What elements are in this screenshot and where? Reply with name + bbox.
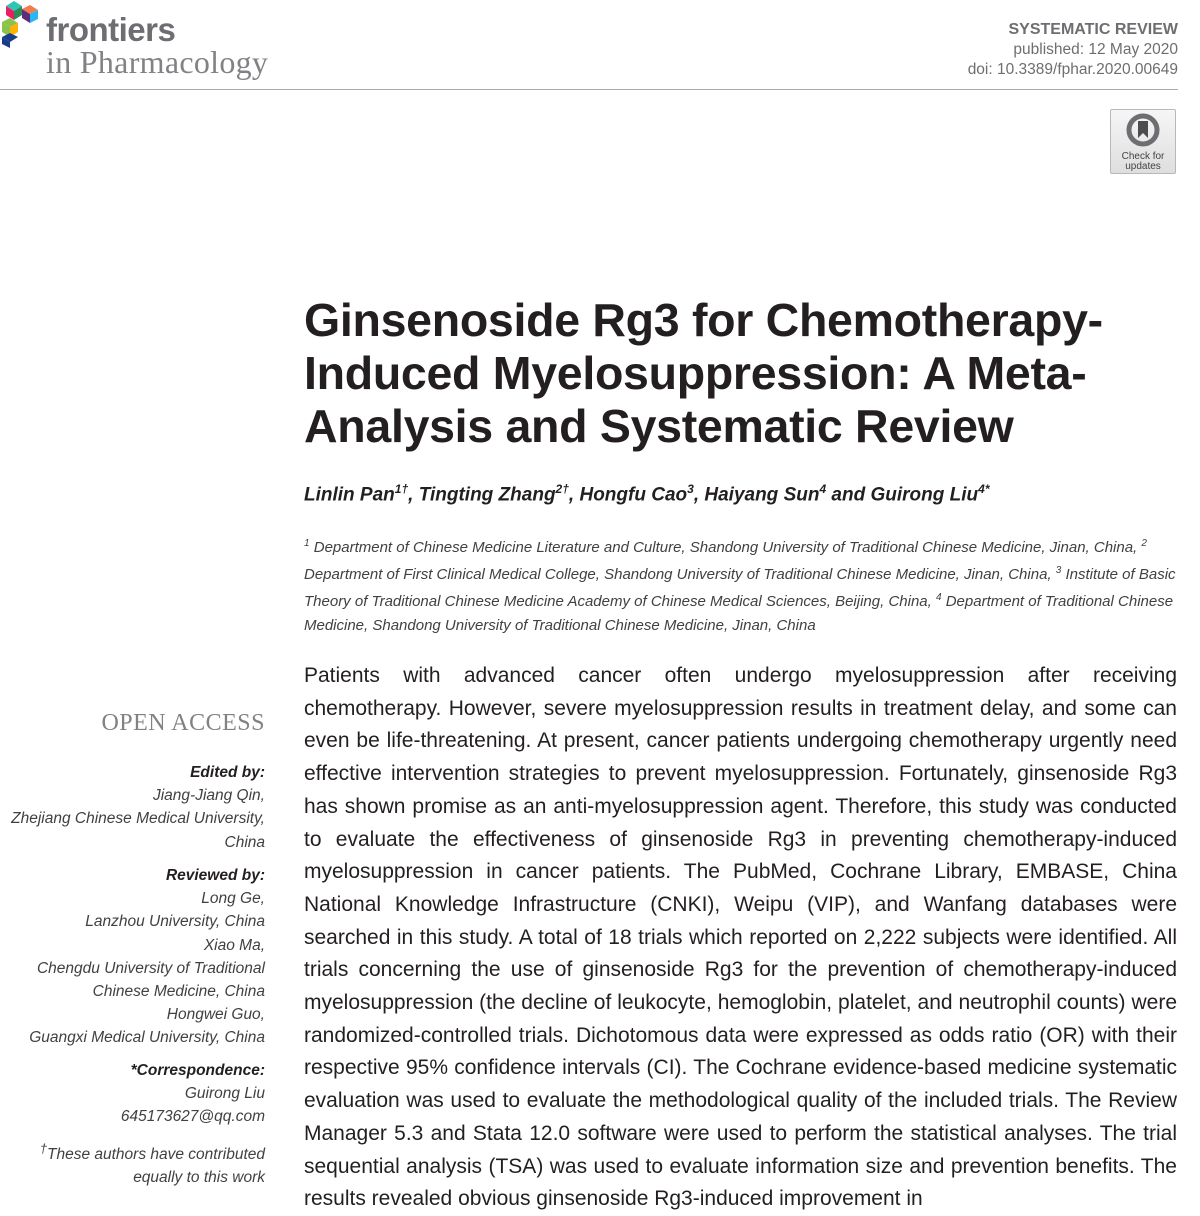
- affil-text: Department of Traditional Chinese Medicine, Shandong University of Traditional Chinese Medicine, Jinan, China: [304, 593, 1174, 634]
- reviewed-by-block: [0, 864, 265, 1050]
- affil-sup: 1: [304, 538, 310, 549]
- correspondence-block: [0, 1059, 265, 1129]
- article-title: Ginsenoside Rg3 for Chemotherapy-Induced Myelosuppression: A Meta-Analysis and Systematic Review: [304, 294, 1103, 452]
- author-name[interactable]: Guirong Liu: [870, 484, 979, 506]
- author-list: [304, 482, 989, 506]
- correspondence-email[interactable]: 645173627@qq.com: [120, 1108, 265, 1126]
- author-name[interactable]: Haiyang Sun: [704, 484, 820, 506]
- author-sup: 3: [687, 482, 694, 496]
- author-sup: 4*: [978, 482, 990, 496]
- edited-by-block: [0, 761, 265, 854]
- author-sep: ,: [568, 484, 580, 506]
- journal-name: in Pharmacology: [46, 44, 269, 80]
- open-access-label: OPEN ACCESS: [101, 710, 265, 736]
- author-sep: ,: [693, 484, 705, 506]
- reviewed-by-heading: Reviewed by:: [165, 867, 265, 884]
- affil-sup: 3: [1055, 565, 1062, 577]
- abstract-text: Patients with advanced cancer often undergo myelosuppression after receiving chemotherapy. However, severe myelosuppression results in treatment delay, and some can even be life-threatening. At present, cancer patients undergoing chemotherapy urgently need effective intervention strategies to prevent myelosuppression. Fortunately, ginsenoside Rg3 has shown promise as an anti-myelosuppression agent. Therefore, this study was conducted to evaluate the effectiveness of ginsenoside Rg3 in preventing chemotherapy-induced myelosuppression in cancer patients. The PubMed, Cochrane Library, EMBASE, China National Knowledge Infrastructure (CNKI), Weipu (VIP), and Wanfang databases were searched in this study. A total of 18 trials which reported on 2,222 subjects were identified. All trials concerning the use of ginsenoside Rg3 for the prevention of chemotherapy-induced myelosuppression (the decline of leukocyte, hemoglobin, platelet, and neutrophil counts) were randomized-controlled trials. Dichotomous data were expressed as odds ratio (OR) with their respective 95% confidence intervals (CI). The Cochrane evidence-based medicine systematic evaluation was used to evaluate the methodological quality of the included trials. The Review Manager 5.3 and Stata 12.0 software were used to perform the statistical analyses. The trial sequential analysis (TSA) was used to evaluate information size and prevention benefits. The results revealed obvious ginsenoside Rg3-induced improvement in: [304, 664, 1177, 1211]
- author-sup: 4: [819, 482, 827, 496]
- editor-line[interactable]: Jiang-Jiang Qin,: [152, 787, 265, 805]
- frontiers-logo-icon: [0, 0, 46, 52]
- correspondence-name: Guirong Liu: [184, 1085, 265, 1103]
- affil-text: Department of First Clinical Medical College, Shandong University of Traditional Chinese Medicine, Jinan, China,: [304, 566, 1056, 584]
- check-label-1: Check for: [1121, 151, 1165, 162]
- author-sup: 2†: [555, 482, 569, 496]
- header-divider: [0, 89, 1178, 90]
- author-name[interactable]: Tingting Zhang: [418, 484, 556, 506]
- check-label-2: updates: [1125, 161, 1161, 172]
- affil-sup: 4: [935, 592, 942, 604]
- journal-brand: frontiers: [46, 11, 176, 48]
- edited-by-heading: Edited by:: [190, 764, 265, 781]
- reviewer-line[interactable]: Xiao Ma,: [203, 936, 265, 954]
- article-type: SYSTEMATIC REVIEW: [1008, 21, 1178, 38]
- article-meta: [968, 20, 1178, 80]
- affil-sup: 2: [1141, 538, 1147, 549]
- affiliations: [304, 532, 1184, 637]
- publish-date: published: 12 May 2020: [1013, 41, 1178, 58]
- footnote-line1: These authors have contributed: [47, 1146, 265, 1164]
- author-name[interactable]: Linlin Pan: [304, 484, 395, 506]
- journal-logo[interactable]: [0, 0, 300, 86]
- bookmark-ring-icon: [1126, 113, 1160, 147]
- equal-contribution-note: [0, 1137, 265, 1190]
- affil-text: Institute of Basic Theory of Traditional Chinese Medicine Academy of Chinese Medical Sciences, Beijing, China,: [304, 566, 1176, 611]
- footnote-line2: equally to this work: [133, 1169, 265, 1187]
- reviewer-line: Chengdu University of Traditional: [36, 959, 265, 977]
- check-for-updates-button[interactable]: [1110, 109, 1176, 174]
- author-sup: 1†: [394, 482, 409, 496]
- reviewer-line[interactable]: Hongwei Guo,: [166, 1006, 265, 1024]
- author-sep: ,: [408, 484, 419, 506]
- correspondence-heading: *Correspondence:: [130, 1062, 265, 1079]
- affil-text: Department of Chinese Medicine Literature and Culture, Shandong University of Traditional Chinese Medicine, Jinan, China,: [309, 539, 1142, 556]
- dagger-mark: †: [39, 1141, 47, 1156]
- reviewer-line: Chinese Medicine, China: [92, 983, 265, 1001]
- reviewer-line: Lanzhou University, China: [85, 913, 265, 931]
- author-sep: and: [826, 484, 871, 506]
- doi[interactable]: doi: 10.3389/fphar.2020.00649: [967, 61, 1178, 78]
- editor-line: Zhejiang Chinese Medical University,: [11, 810, 265, 828]
- reviewer-line: Guangxi Medical University, China: [29, 1029, 265, 1047]
- author-name[interactable]: Hongfu Cao: [579, 484, 688, 506]
- reviewer-line[interactable]: Long Ge,: [201, 890, 265, 908]
- editor-line: China: [224, 833, 265, 851]
